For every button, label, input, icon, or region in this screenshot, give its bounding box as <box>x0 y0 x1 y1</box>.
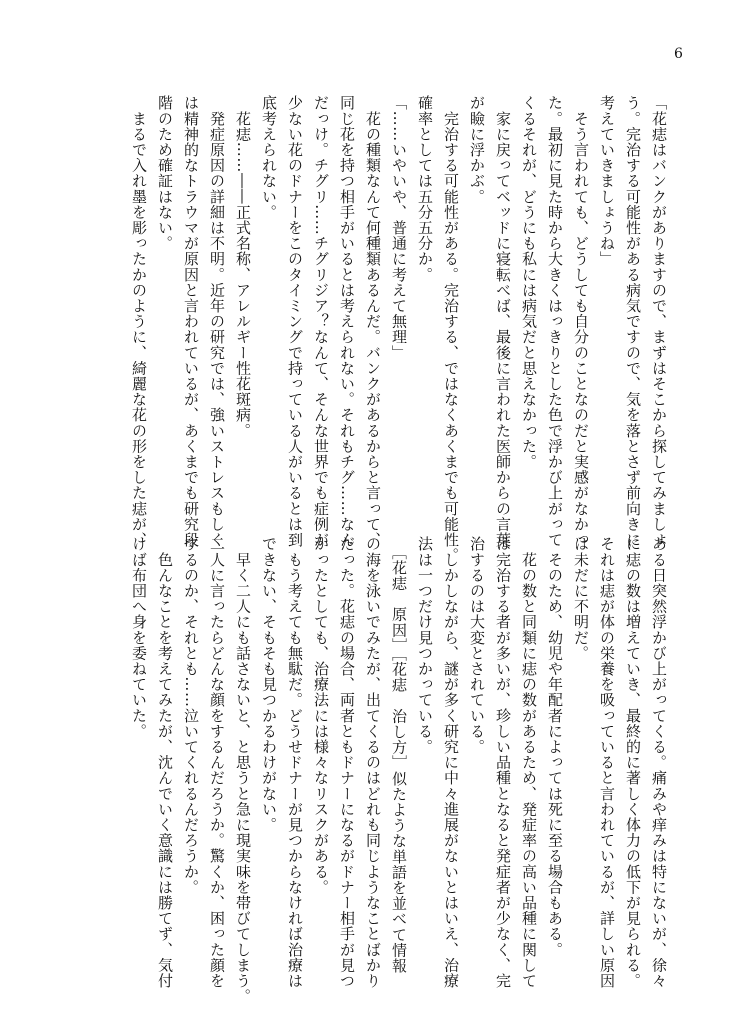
text-line: 階のため確証はない。 <box>156 95 174 251</box>
text-line: するのか、それとも……泣いてくれるんだろうか。 <box>182 536 200 895</box>
text-line: 確率としては五分五分か。 <box>416 95 434 283</box>
lower-text-block <box>126 536 672 1004</box>
text-line: は精神的なトラウマが原因と言われているが、あくまでも研究段 <box>182 95 200 548</box>
text-line: けば布団へ身を委ねていた。 <box>130 536 148 739</box>
text-line: 治するのは大変とされている。 <box>468 536 486 755</box>
upper-text-block <box>126 95 672 563</box>
text-line: は未だに不明だ。 <box>572 536 590 661</box>
text-line: 同じ花を持つ相手がいるとは考えられない。それもチグ……なん <box>338 95 356 548</box>
text-line: 二人に言ったらどんな顔をするんだろうか。驚くか、困った顔を <box>208 536 226 989</box>
text-line: だっけ。チグリ……チグリジア？なんて、そんな世界でも症例が <box>312 95 330 548</box>
text-line: 早く二人にも話さないと、と思うと急に現実味を帯びてしまう。 <box>234 536 252 1004</box>
text-line: う。完治する可能性がある病気ですので、気を落とさず前向きに <box>624 95 642 548</box>
text-line: 底考えられない。 <box>260 95 278 220</box>
text-line: 花の種類なんて何種類あるんだ。バンクがあるからと言って、 <box>364 95 382 548</box>
text-line: 「花痣はバンクがありますので、まずはそこから探してみましょ <box>650 95 668 548</box>
text-line: 「……いやいや、普通に考えて無理」 <box>390 95 408 361</box>
text-line: 花の数と同類に痣の数があるため、発症率の高い品種に関して <box>520 536 538 989</box>
text-line: そう言われても、どうしても自分のことなのだと実感がなかっ <box>572 95 590 548</box>
text-line: ［花痣 原因］［花痣 治し方］似たような単語を並べて情報 <box>390 536 408 974</box>
text-line: 花痣……――正式名称、アレルギー性花斑病。 <box>234 95 252 439</box>
text-line: 色んなことを考えてみたが、沈んでいく意識には勝てず、気付 <box>156 536 174 989</box>
text-line: は完治する者が多いが、珍しい品種となると発症者が少なく、完 <box>494 536 512 989</box>
text-line: の海を泳いでみたが、出てくるのはどれも同じようなことばかり <box>364 536 382 989</box>
text-line: かったとしても、治療法には様々なリスクがある。 <box>312 536 330 895</box>
text-line: そのため、幼児や年配者によっては死に至る場合もある。 <box>546 536 564 958</box>
text-line: 少ない花のドナーをこのタイミングで持っている人がいるとは到 <box>286 95 304 548</box>
text-line: が瞼に浮かぶ。 <box>468 95 486 205</box>
text-line: まるで入れ墨を彫ったかのように、綺麗な花の形をした痣が、 <box>130 95 148 548</box>
text-line: できない、そもそも見つかるわけがない。 <box>260 536 278 833</box>
text-line: 考えていきましょうね」 <box>598 95 616 267</box>
text-line: 発症原因の詳細は不明。近年の研究では、強いストレスもしく <box>208 95 226 548</box>
text-line: 法は一つだけ見つかっている。 <box>416 536 434 755</box>
text-line: ある日突然浮かび上がってくる。痛みや痒みは特にないが、徐々 <box>650 536 668 989</box>
text-line: だった。花痣の場合、両者ともドナーになるがドナー相手が見つ <box>338 536 356 989</box>
text-line: に痣の数は増えていき、最終的に著しく体力の低下が見られる。 <box>624 536 642 989</box>
page-number: 6 <box>674 46 683 62</box>
text-line: くるそれが、どうにも私には病気だと思えなかった。 <box>520 95 538 470</box>
text-line: それは痣が体の栄養を吸っていると言われているが、詳しい原因 <box>598 536 616 989</box>
text-line: もう考えても無駄だ。どうせドナーが見つからなければ治療は <box>286 536 304 989</box>
text-line: 家に戻ってベッドに寝転べば、最後に言われた医師からの言葉 <box>494 95 512 548</box>
text-line: た。最初に見た時から大きくはっきりとした色で浮かび上がって <box>546 95 564 548</box>
text-line: しかしながら、謎が多く研究に中々進展がないとはいえ、治療 <box>442 536 460 989</box>
text-line: 完治する可能性がある。完治する、ではなくあくまでも可能性。 <box>442 95 460 563</box>
